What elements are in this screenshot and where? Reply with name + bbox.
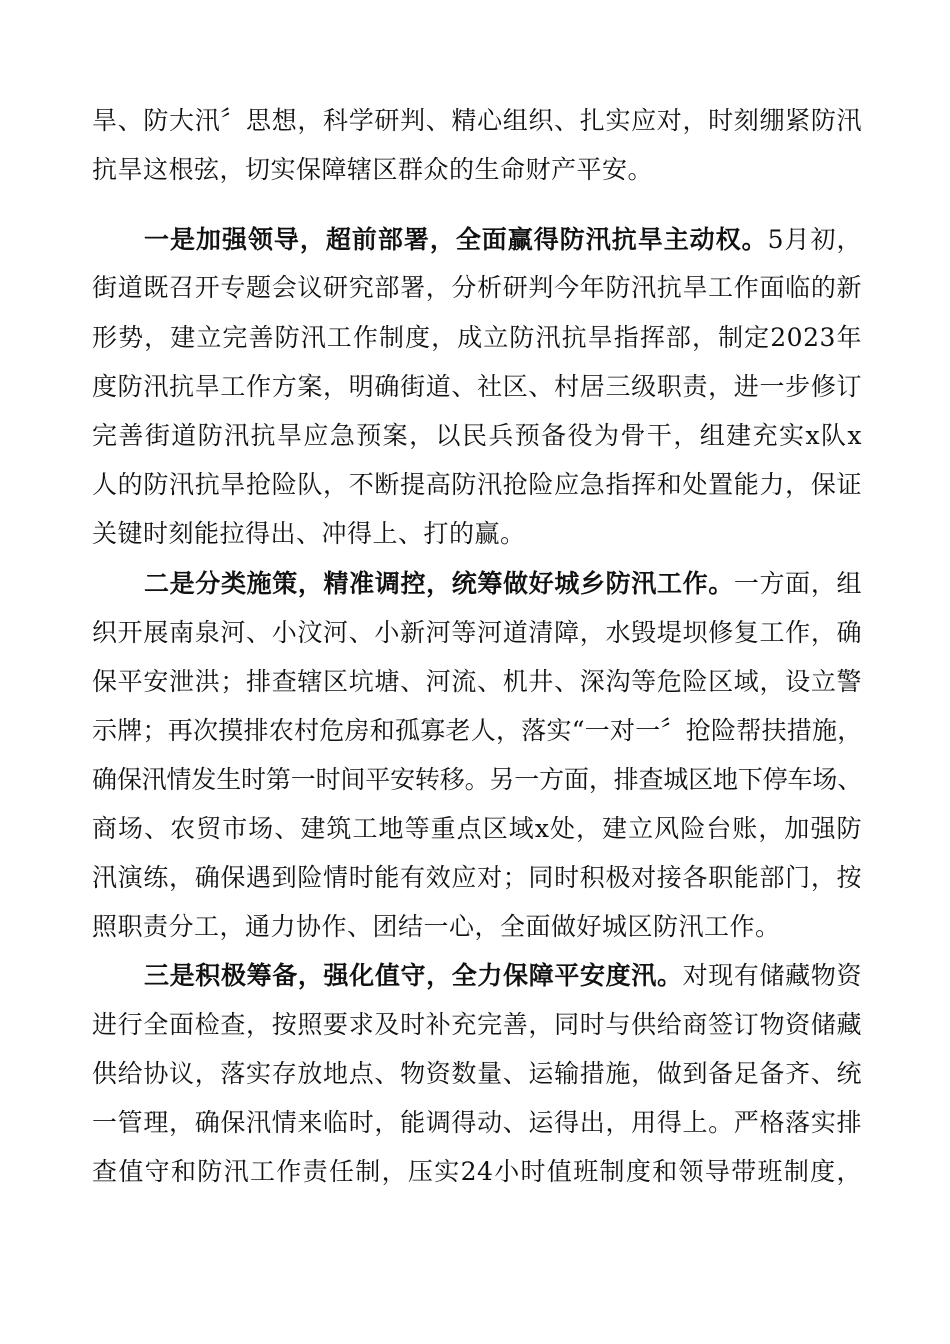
section-3-first-text: 对现有储藏物资: [682, 961, 862, 990]
section-1-line-7: 关键时刻能拉得出、冲得上、打的赢。: [92, 519, 526, 548]
section-1-line-5: 完善街道防汛抗旱应急预案，以民兵预备役为骨干，组建充实x队x: [92, 421, 862, 450]
section-2-line-6: 商场、农贸市场、建筑工地等重点区域x处，建立风险台账，加强防: [92, 814, 862, 843]
section-2-heading: 二是分类施策，精准调控，统筹做好城乡防汛工作。: [144, 569, 734, 598]
section-1-line-2: 街道既召开专题会议研究部署，分析研判今年防汛抗旱工作面临的新: [92, 273, 862, 302]
section-2-first-line: [144, 566, 862, 602]
section-2-line-4: 示牌；再次摸排农村危房和孤寡老人，落实“一对一〞抢险帮扶措施，: [92, 716, 863, 745]
section-3-line-2: 进行全面检查，按照要求及时补充完善，同时与供给商签订物资储藏: [92, 1010, 862, 1039]
section-3-line-5: 查值守和防汛工作责任制，压实24小时值班制度和领导带班制度，: [92, 1157, 862, 1186]
section-3-line-3: 供给协议，落实存放地点、物资数量、运输措施，做到备足备齐、统: [92, 1059, 862, 1088]
section-2-line-8: 照职责分工，通力协作、团结一心，全面做好城区防汛工作。: [92, 912, 781, 941]
section-3-heading: 三是积极筹备，强化值守，全力保障平安度汛。: [144, 961, 683, 990]
section-2-line-3: 保平安泄洪；排查辖区坑塘、河流、机井、深沟等危险区域，设立警: [92, 667, 862, 696]
section-3-line-4: 一管理，确保汛情来临时，能调得动、运得出，用得上。严格落实排: [92, 1108, 862, 1137]
section-2-line-5: 确保汛情发生时第一时间平安转移。另一方面，排查城区地下停车场、: [92, 765, 862, 794]
intro-line-1: 旱、防大汛〞思想，科学研判、精心组织、扎实应对，时刻绷紧防汛: [92, 106, 862, 135]
section-1-heading: 一是加强领导，超前部署，全面赢得防汛抗旱主动权。: [144, 225, 768, 254]
section-2-line-7: 汛演练，确保遇到险情时能有效应对；同时积极对接各职能部门，按: [92, 863, 862, 892]
section-1-line-6: 人的防汛抗旱抢险队，不断提高防汛抢险应急指挥和处置能力，保证: [92, 470, 862, 499]
section-3-first-line: [144, 958, 862, 994]
section-1-first-text: 5月初，: [767, 225, 862, 254]
section-1-first-line: [144, 222, 862, 258]
section-1-line-4: 度防汛抗旱工作方案，明确街道、社区、村居三级职责，进一步修订: [92, 372, 862, 401]
section-2-line-2: 织开展南泉河、小汶河、小新河等河道清障，水毁堤坝修复工作，确: [92, 618, 862, 647]
section-2-first-text: 一方面，组: [733, 569, 862, 598]
intro-line-2: 抗旱这根弦，切实保障辖区群众的生命财产平安。: [92, 155, 654, 184]
section-1-line-3: 形势，建立完善防汛工作制度，成立防汛抗旱指挥部，制定2023年: [92, 323, 862, 352]
